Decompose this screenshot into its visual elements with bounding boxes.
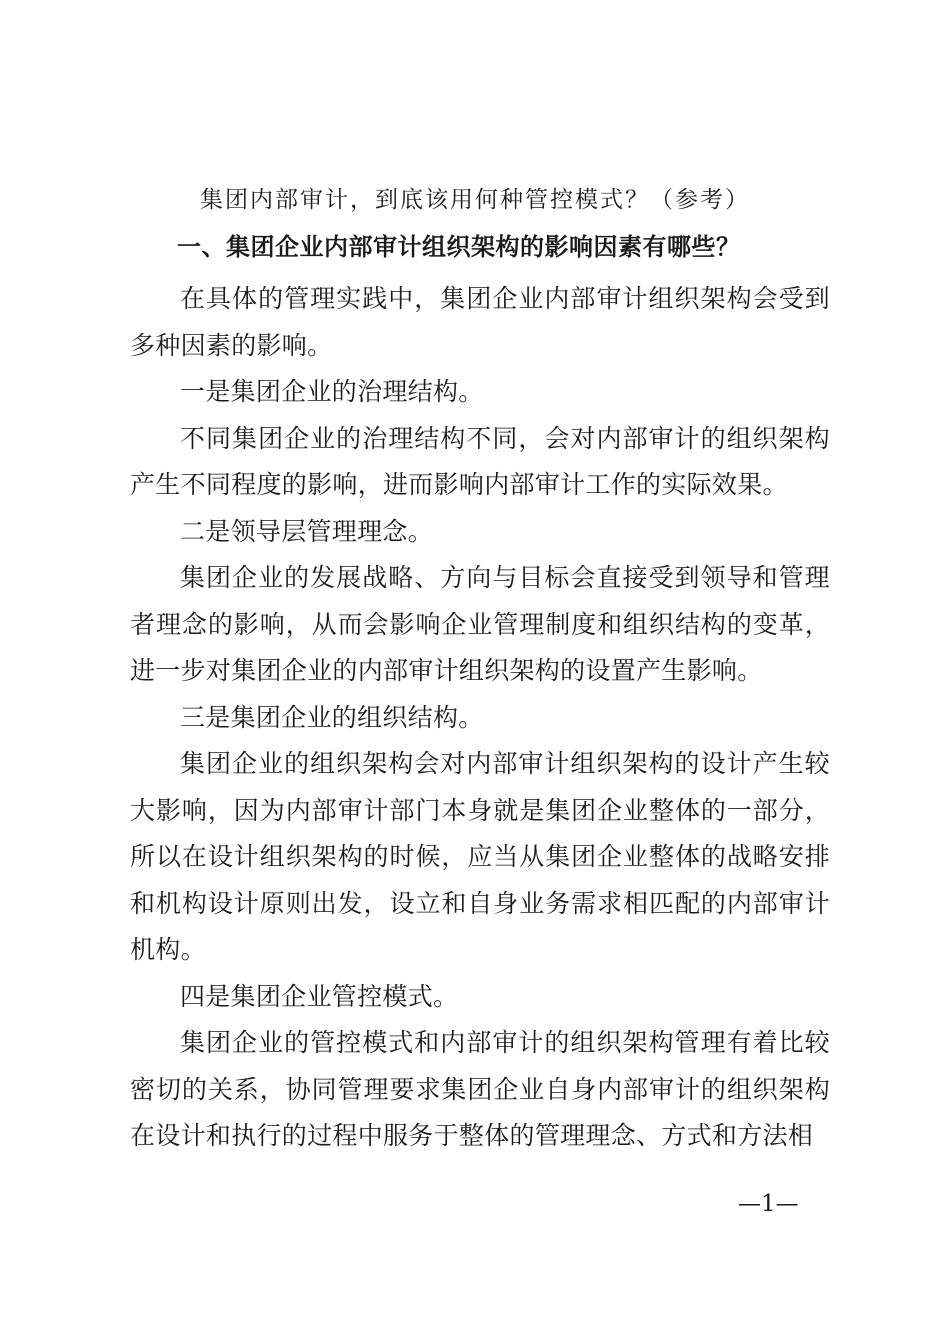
paragraph-factor-3-body: 集团企业的组织架构会对内部审计组织架构的设计产生较大影响，因为内部审计部门本身就是集团企业整体的一部分，所以在设计组织架构的时候，应当从集团企业整体的战略安排和机构设计原则出发，设立和自身业务需求相匹配的内部审计机构。 [130, 749, 830, 964]
document-body [130, 276, 830, 1160]
page-number: —1— [738, 1191, 799, 1217]
paragraph-factor-1-title: 一是集团企业的治理结构。 [180, 377, 484, 406]
paragraph-factor-4-body: 集团企业的管控模式和内部审计的组织架构管理有着比较密切的关系，协同管理要求集团企业自身内部审计的组织架构在设计和执行的过程中服务于整体的管理理念、方式和方法相 [130, 1028, 830, 1150]
paragraph-intro: 在具体的管理实践中，集团企业内部审计组织架构会受到多种因素的影响。 [130, 284, 830, 360]
paragraph-factor-4-title: 四是集团企业管控模式。 [180, 981, 459, 1011]
paragraph-factor-1-body: 不同集团企业的治理结构不同，会对内部审计的组织架构产生不同程度的影响，进而影响内部审计工作的实际效果。 [130, 423, 830, 499]
paragraph-factor-2-body: 集团企业的发展战略、方向与目标会直接受到领导和管理者理念的影响，从而会影响企业管理制度和组织结构的变革，进一步对集团企业的内部审计组织架构的设置产生影响。 [130, 563, 830, 685]
section-heading: 一、集团企业内部审计组织架构的影响因素有哪些？ [177, 233, 741, 261]
paragraph-factor-3-title: 三是集团企业的组织结构。 [180, 702, 484, 732]
document-title: 集团内部审计，到底该用何种管控模式？（参考） [200, 187, 750, 213]
paragraph-factor-2-title: 二是领导层管理理念。 [180, 516, 434, 546]
